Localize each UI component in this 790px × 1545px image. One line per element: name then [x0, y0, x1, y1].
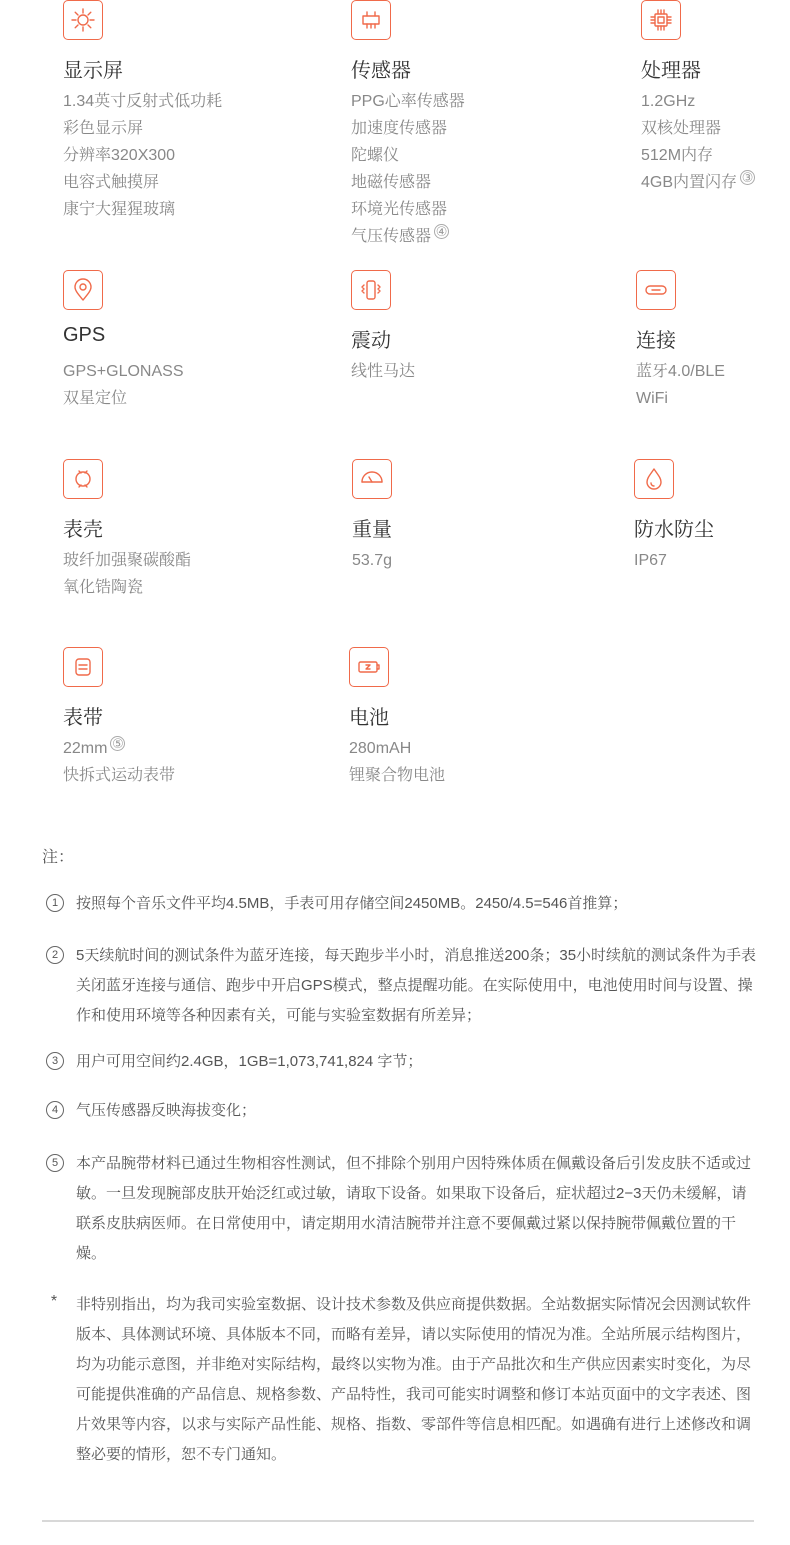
note-text: 本产品腕带材料已通过生物相容性测试，但不排除个别用户因特殊体质在佩戴设备后引发皮肤不适或过敏。一旦发现腕部皮肤开始泛红或过敏，请取下设备。如果取下设备后，症状超过2−3天仍未缓解，请联系皮肤病医师。在日常使用中，请定期用水清洁腕带并注意不要佩戴过紧以保持腕带佩戴位置的干燥。 — [76, 1155, 752, 1262]
note-number: 4 — [46, 1101, 64, 1119]
spec-value: 玻纤加强聚碳酸酯 — [63, 552, 192, 569]
footnote-mark: ⑤ — [112, 736, 124, 751]
spec-value: 线性马达 — [351, 363, 416, 380]
spec-title: 传感器 — [351, 60, 411, 82]
spec-value: PPG心率传感器 — [351, 93, 465, 110]
spec-value: 彩色显示屏 — [63, 120, 144, 137]
spec-value: 环境光传感器 — [351, 201, 448, 218]
spec-title: 连接 — [636, 330, 676, 352]
link-icon — [636, 270, 676, 310]
spec-value: 双星定位 — [63, 390, 128, 407]
spec-value: 气压传感器 — [351, 228, 432, 245]
spec-title: 表带 — [63, 707, 103, 729]
spec-value: 1.2GHz — [641, 93, 696, 110]
spec-value: 280mAH — [349, 740, 412, 757]
spec-title: 重量 — [352, 519, 392, 541]
spec-value: 加速度传感器 — [351, 120, 448, 137]
battery-icon — [349, 647, 389, 687]
footnote-mark: ④ — [435, 224, 448, 239]
spec-value: 快拆式运动表带 — [63, 767, 176, 784]
spec-value: 53.7g — [352, 552, 393, 569]
spec-title: 防水防尘 — [634, 519, 714, 541]
note-text: 5天续航时间的测试条件为蓝牙连接，每天跑步半小时，消息推送200条；35小时续航的测试条件为手表关闭蓝牙连接与通信、跑步中开启GPS模式，整点提醒功能。在实际使用中，电池使用时间与设置、操作和使用环境等各种因素有关，可能与实验室数据有所差异； — [76, 947, 757, 1024]
processor-icon — [641, 0, 681, 40]
spec-value: 氧化锆陶瓷 — [63, 579, 144, 596]
spec-value: 分辨率320X300 — [63, 147, 176, 164]
spec-value: 康宁大猩猩玻璃 — [63, 201, 176, 218]
spec-value: 512M内存 — [641, 147, 714, 164]
note-item — [42, 1096, 758, 1126]
note-number: 2 — [46, 946, 64, 964]
spec-value: WiFi — [636, 390, 668, 407]
spec-title: 表壳 — [63, 519, 103, 541]
spec-value: IP67 — [634, 552, 667, 569]
scale-icon — [352, 459, 392, 499]
spec-value: 地磁传感器 — [351, 174, 432, 191]
water-drop-icon — [634, 459, 674, 499]
note-number: 3 — [46, 1052, 64, 1070]
note-number: 5 — [46, 1154, 64, 1172]
brightness-icon — [63, 0, 103, 40]
note-number: 1 — [46, 894, 64, 912]
note-text: 按照每个音乐文件平均4.5MB，手表可用存储空间2450MB。2450/4.5=546首推算； — [76, 895, 628, 912]
vibration-icon — [351, 270, 391, 310]
spec-title: 电池 — [349, 707, 389, 729]
spec-value: 锂聚合物电池 — [349, 767, 446, 784]
spec-value: GPS+GLONASS — [63, 363, 184, 380]
spec-value: 陀螺仪 — [351, 147, 400, 164]
note-text: 非特别指出，均为我司实验室数据、设计技术参数及供应商提供数据。全站数据实际情况会因测试软件版本、具体测试环境、具体版本不同，而略有差异，请以实际使用的情况为准。全站所展示结构图片，均为功能示意图，并非绝对实际结构，最终以实物为准。由于产品批次和生产供应因素实时变化，为尽可能提供准确的产品信息、规格参数、产品特性，我司可能实时调整和修订本站页面中的文字表述、图片效果等内容，以求与实际产品性能、规格、指数、零部件等信息相匹配。如遇确有进行上述修改和调整必要的情形，恕不专门通知。 — [76, 1296, 752, 1463]
location-pin-icon — [63, 270, 103, 310]
spec-value: 蓝牙4.0/BLE — [636, 363, 725, 380]
note-text: 气压传感器反映海拔变化； — [76, 1102, 257, 1119]
spec-title: 显示屏 — [63, 60, 123, 82]
note-item — [42, 941, 758, 1031]
spec-value: 22mm — [63, 740, 108, 757]
spec-title: 处理器 — [641, 60, 701, 82]
spec-title: GPS — [63, 324, 106, 346]
note-item — [42, 1047, 758, 1077]
note-item — [42, 1149, 758, 1269]
notes-label: 注： — [42, 849, 75, 866]
note-item — [42, 1290, 758, 1470]
spec-value: 1.34英寸反射式低功耗 — [63, 93, 223, 110]
note-item — [42, 889, 758, 919]
note-asterisk: * — [50, 1293, 58, 1310]
watch-case-icon — [63, 459, 103, 499]
note-text: 用户可用空间约2.4GB，1GB=1,073,741,824 字节； — [76, 1053, 423, 1070]
spec-value: 4GB内置闪存 — [641, 174, 738, 191]
sensor-chip-icon — [351, 0, 391, 40]
spec-value: 双核处理器 — [641, 120, 722, 137]
spec-title: 震动 — [351, 330, 391, 352]
strap-icon — [63, 647, 103, 687]
footnote-mark: ③ — [741, 170, 754, 185]
spec-value: 电容式触摸屏 — [63, 174, 160, 191]
bottom-divider — [42, 1520, 754, 1522]
